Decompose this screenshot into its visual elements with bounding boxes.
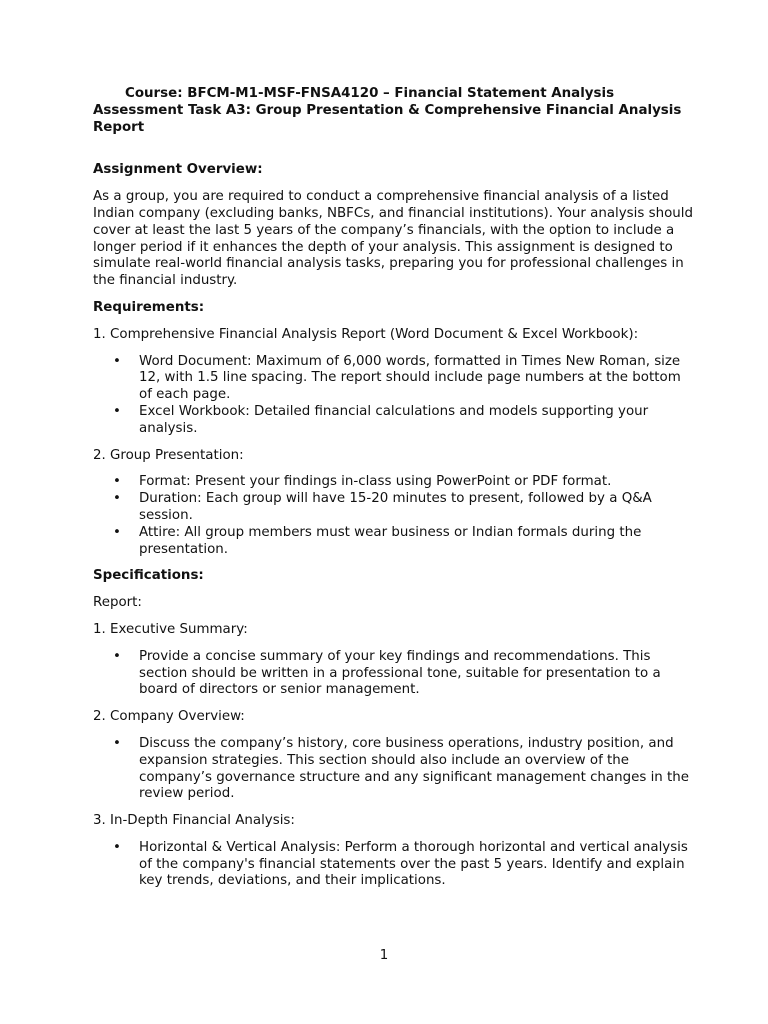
assessment-line: Assessment Task A3: Group Presentation & Comprehensive Financial Analysis Report [93,102,682,135]
bullet-icon: • [113,648,121,664]
requirement-2-list [93,474,693,558]
bullet-icon: • [113,735,121,751]
specifications-heading: Specifications: [93,568,204,584]
document-page [93,86,693,890]
list-item-text: Format: Present your findings in-class using PowerPoint or PDF format. [139,474,612,490]
spec-2-list [93,736,693,803]
list-item-text: Horizontal & Vertical Analysis: Perform a thorough horizontal and vertical analysis of the company's financial statements over the past 5 years. Identify and explain key trends, deviations, and their implications. [139,839,688,889]
spec-1-title: 1. Executive Summary: [93,621,248,637]
spec-3-list [93,840,693,890]
list-item [93,474,693,491]
document-title [93,86,693,136]
spec-3-title: 3. In-Depth Financial Analysis: [93,813,295,829]
spec-2-title: 2. Company Overview: [93,709,245,725]
bullet-icon: • [113,491,121,507]
course-line: Course: BFCM-M1-MSF-FNSA4120 – Financial Statement Analysis [125,86,615,101]
report-label: Report: [93,595,142,611]
bullet-icon: • [113,524,121,540]
list-item [93,736,693,803]
list-item-text: Discuss the company’s history, core business operations, industry position, and expansion strategies. This section should also include an overview of the company’s governance structure and any significant management changes in the review period. [139,735,690,802]
requirement-2-title: 2. Group Presentation: [93,447,244,463]
bullet-icon: • [113,353,121,369]
bullet-icon: • [113,839,121,855]
list-item [93,491,693,525]
list-item [93,840,693,890]
overview-heading: Assignment Overview: [93,162,263,178]
bullet-icon: • [113,403,121,419]
requirement-1-title: 1. Comprehensive Financial Analysis Report (Word Document & Excel Workbook): [93,326,639,342]
list-item [93,404,693,438]
list-item [93,354,693,404]
list-item-text: Excel Workbook: Detailed financial calculations and models supporting your analysis. [139,403,649,436]
overview-paragraph: As a group, you are required to conduct a comprehensive financial analysis of a listed Indian company (excluding banks, NBFCs, and financial institutions). Your analysis should cover at least the last 5 years of the company’s financials, with the option to include a longer period if it enhances the depth of your analysis. This assignment is designed to simulate real-world financial analysis tasks, preparing you for professional challenges in the financial industry. [93,189,693,289]
list-item [93,525,693,559]
requirements-heading: Requirements: [93,299,205,315]
requirement-1-list [93,354,693,438]
bullet-icon: • [113,474,121,490]
list-item-text: Provide a concise summary of your key findings and recommendations. This section should be written in a professional tone, suitable for presentation to a board of directors or senior management. [139,648,661,698]
spec-1-list [93,649,693,699]
page-number: 1 [379,948,389,963]
list-item-text: Word Document: Maximum of 6,000 words, formatted in Times New Roman, size 12, with 1.5 line spacing. The report should include page numbers at the bottom of each page. [139,353,681,403]
list-item-text: Duration: Each group will have 15-20 minutes to present, followed by a Q&A session. [139,491,652,523]
list-item [93,649,693,699]
list-item-text: Attire: All group members must wear business or Indian formals during the presentation. [139,524,642,557]
